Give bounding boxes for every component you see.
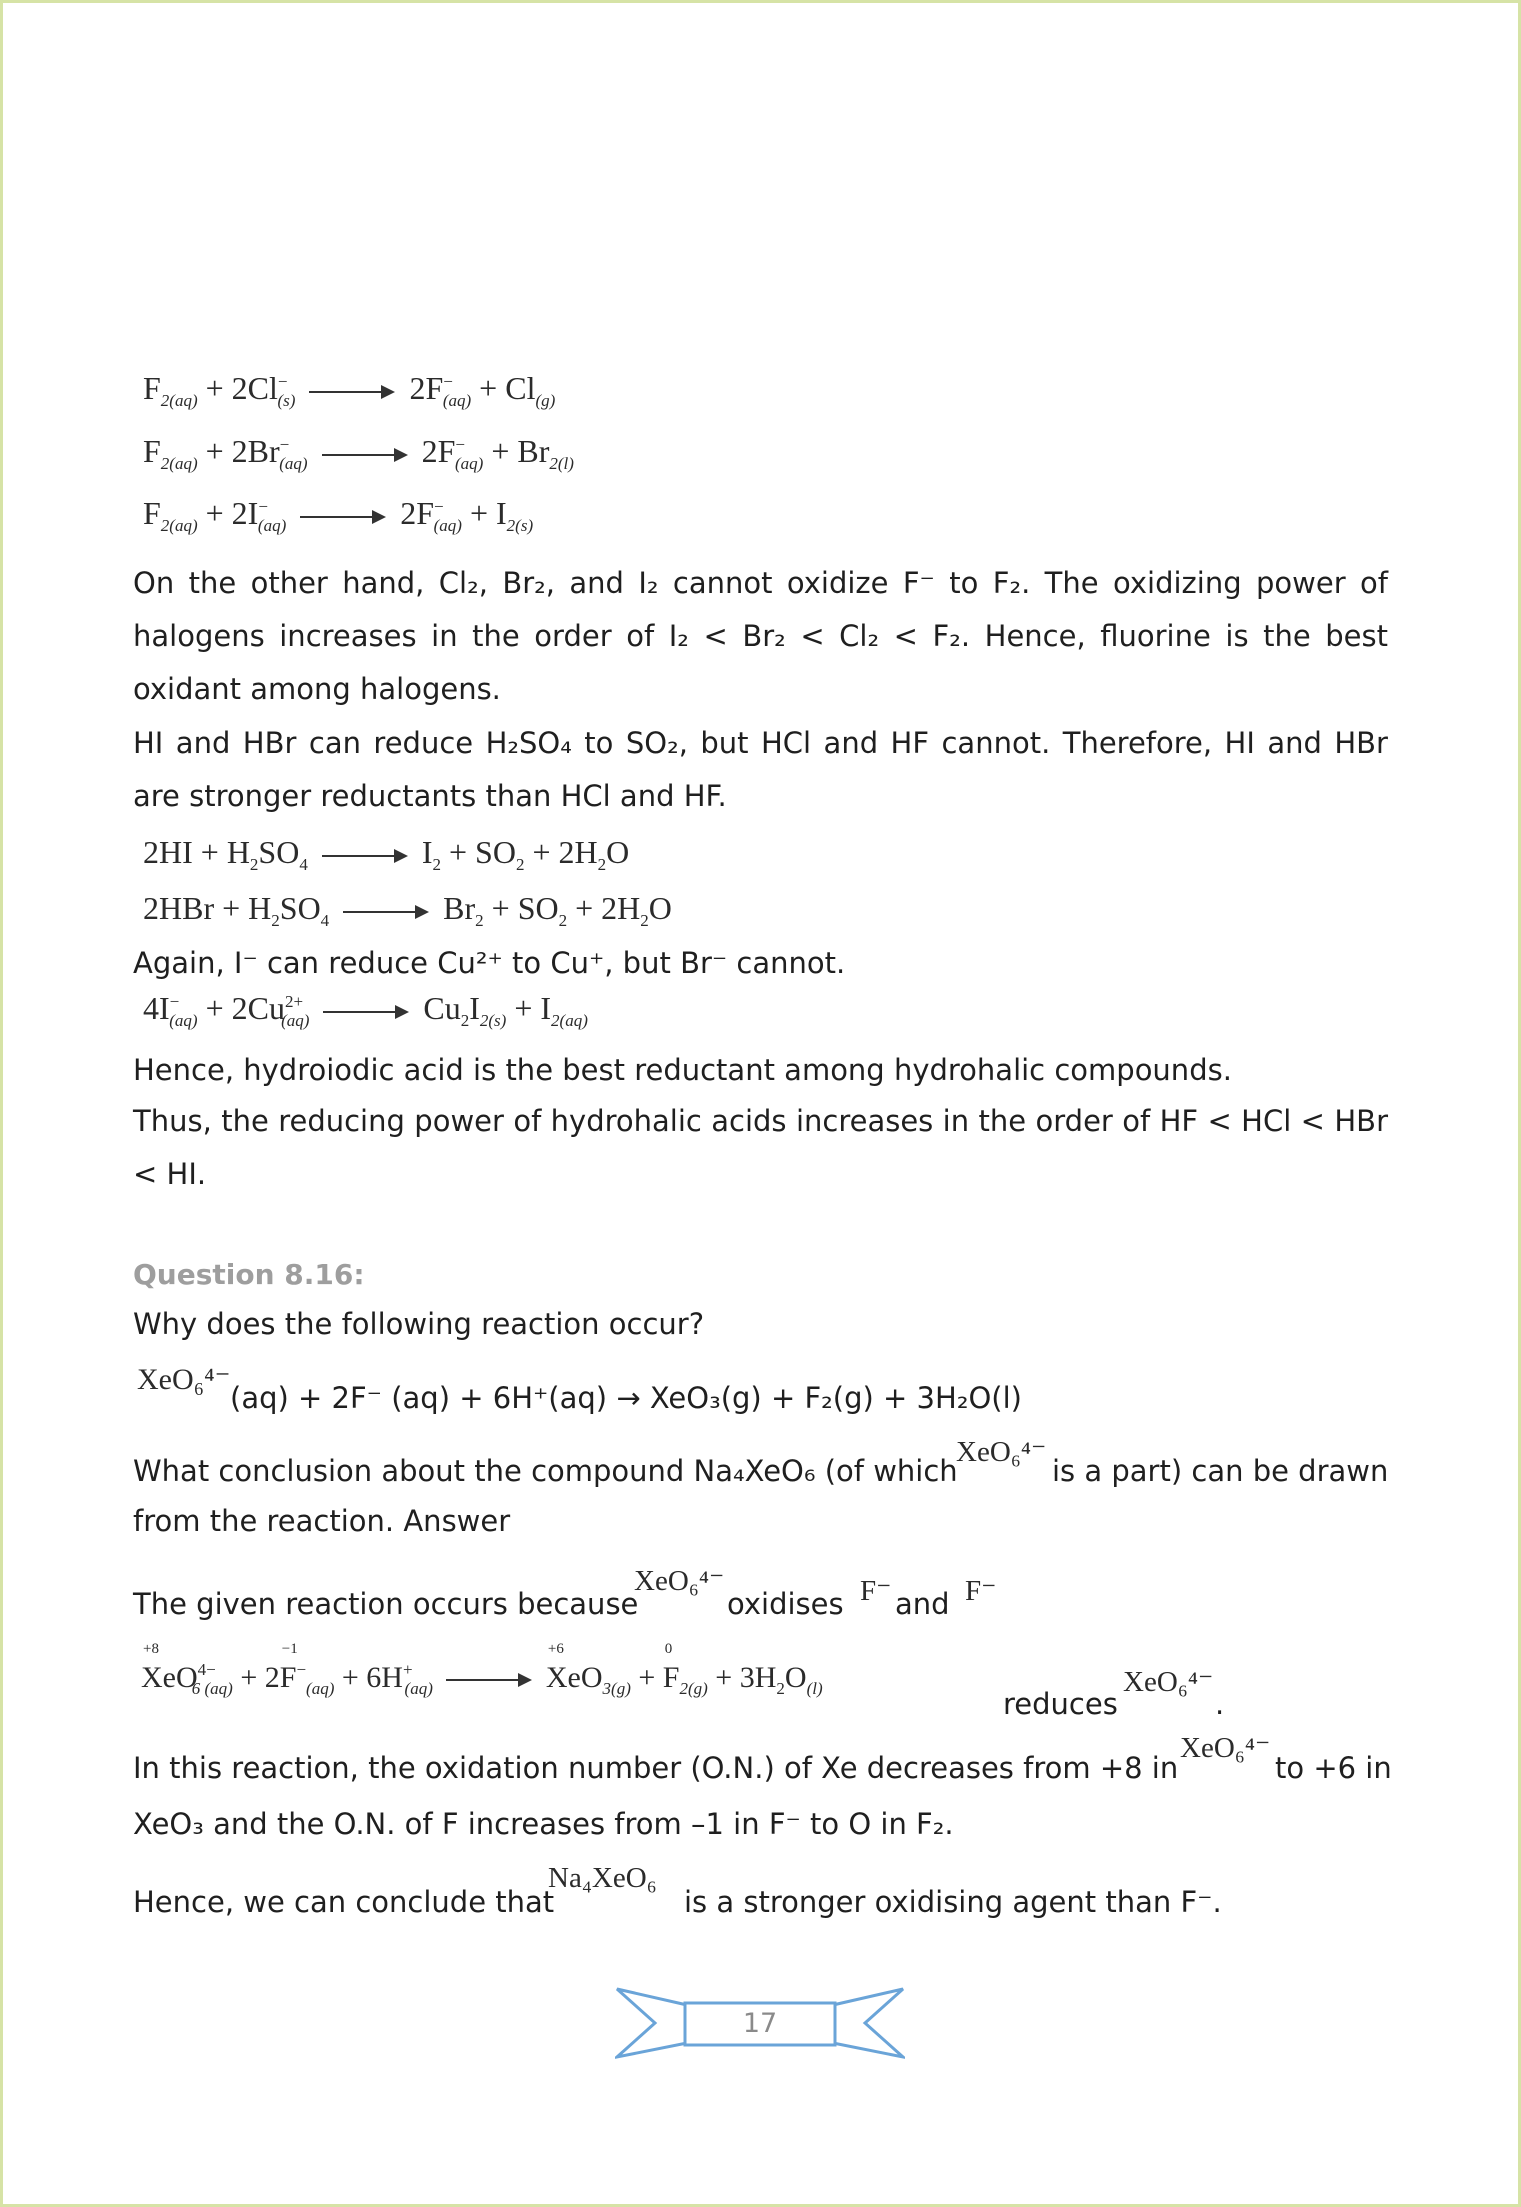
ox-number-f-right: 0 xyxy=(664,1641,673,1657)
na4xeo6-formula: Na₄XeO₆ xyxy=(548,1862,657,1894)
xeo6-formula-on: XeO₆⁴⁻ xyxy=(1180,1732,1271,1764)
paragraph-oxidizing-power: On the other hand, Cl₂, Br₂, and I₂ cannot oxidize F⁻ to F₂. The oxidizing power of halogens increases in the order of I₂ < Br₂ < Cl₂ < F₂. Hence, fluorine is the best oxidant among halogens. xyxy=(133,566,1388,706)
answer-reduces: reduces xyxy=(1003,1687,1118,1721)
xeo6-formula: XeO₆⁴⁻ xyxy=(137,1363,231,1396)
equation-f2-i: $F_{2(aq)} + 2I^-_{(aq)}$ $2F^-_{(aq)} + I_{2(s)}$ xyxy=(143,495,534,535)
on-part2: to +6 in xyxy=(1275,1751,1392,1785)
paragraph-reductants: HI and HBr can reduce H₂SO₄ to SO₂, but HCl and HF cannot. Therefore, HI and HBr are stronger reductants than HCl and HF. xyxy=(133,726,1388,813)
conclusion-question-part1: What conclusion about the compound Na₄XeO₆ (of which xyxy=(133,1454,958,1488)
on-line2: XeO₃ and the O.N. of F increases from –1 in F⁻ to O in F₂. xyxy=(133,1807,954,1841)
oxidation-number-equation: X +8 $eO^{4-}_{6 (aq)} + 2F$ −1 $^-_{(aq)} + 6H^+_{(aq)}$ X +6 $eO_{3(g)} + F$ 0 $_{2(g)} + 3H_2O_{(l)}$ xyxy=(141,1641,823,1698)
fluoride-ion: F⁻ xyxy=(860,1575,892,1607)
question-text: Why does the following reaction occur? xyxy=(133,1307,705,1341)
equation-copper-iodide: $4I^-_{(aq)} + 2Cu^{2+}_{(aq)}$ $Cu_2I_{2(s)} + I_{2(aq)}$ xyxy=(143,990,588,1030)
xeo6-formula-answer: XeO₆⁴⁻ xyxy=(634,1565,725,1597)
page-number-ribbon xyxy=(615,1985,905,2060)
ox-number-f-left: −1 xyxy=(281,1641,298,1657)
reaction-rest: (aq) + 2F⁻ (aq) + 6H⁺(aq) → XeO₃(g) + F₂(g) + 3H₂O(l) xyxy=(230,1381,1022,1415)
equation-f2-br: $F_{2(aq)} + 2Br^-_{(aq)}$ $2F^-_{(aq)} + Br_{2(l)}$ xyxy=(143,433,574,473)
paragraph-reducing-order: Thus, the reducing power of hydrohalic acids increases in the order of HF < HCl < HBr < HI. xyxy=(133,1104,1388,1191)
answer-and: and xyxy=(895,1587,950,1621)
page-number: 17 xyxy=(742,2008,778,2039)
conclusion-question-line2: from the reaction. Answer xyxy=(133,1504,511,1538)
ox-number-xe-left: +8 xyxy=(143,1641,159,1657)
fluoride-ion-2: F⁻ xyxy=(965,1575,997,1607)
final-part2: is a stronger oxidising agent than F⁻. xyxy=(684,1885,1222,1919)
final-part1: Hence, we can conclude that xyxy=(133,1885,555,1919)
equation-f2-cl: $F_{2(aq)} + 2Cl^-_{(s)}$ $2F^-_{(aq)} + Cl_{(g)}$ xyxy=(143,370,556,410)
ox-number-xe-right: +6 xyxy=(547,1641,564,1657)
question-title: Question 8.16: xyxy=(133,1258,365,1291)
period-dot: . xyxy=(1215,1687,1225,1721)
xeo6-formula-inline: XeO₆⁴⁻ xyxy=(956,1436,1047,1468)
line-again-reduce: Again, I⁻ can reduce Cu²⁺ to Cu⁺, but Br⁻ cannot. xyxy=(133,946,846,980)
equation-hbr-h2so4: $2HBr + H_2SO_4$ $Br_2 + SO_2 + 2H_2O$ xyxy=(143,890,672,930)
conclusion-question-part2: is a part) can be drawn xyxy=(1052,1454,1389,1488)
answer-oxidises: oxidises xyxy=(727,1587,844,1621)
equation-hi-h2so4: $2HI + H_2SO_4$ $I_2 + SO_2 + 2H_2O$ xyxy=(143,834,630,874)
answer-part1: The given reaction occurs because xyxy=(133,1587,639,1621)
xeo6-formula-reduces: XeO₆⁴⁻ xyxy=(1123,1666,1214,1698)
on-part1: In this reaction, the oxidation number (O.N.) of Xe decreases from +8 in xyxy=(133,1751,1179,1785)
line-best-reductant: Hence, hydroiodic acid is the best reductant among hydrohalic compounds. xyxy=(133,1053,1232,1087)
